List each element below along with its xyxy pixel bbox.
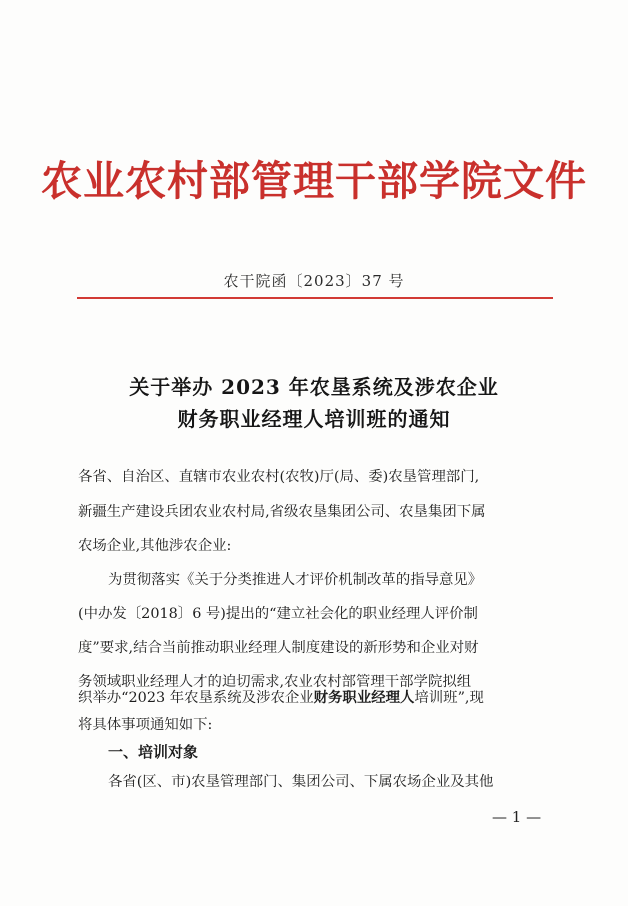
notice-title-line-1: 关于举办 2023 年农垦系统及涉农企业	[129, 375, 499, 399]
paragraph-1-line-5-prefix: 织举办“2023 年农垦系统及涉农企业	[78, 690, 314, 706]
issuing-authority-title: 农业农村部管理干部学院文件	[41, 157, 587, 205]
paragraph-1-bold-term: 财务职业经理人	[313, 689, 415, 706]
paragraph-1-line-5-suffix: 培训班”,现	[414, 690, 484, 706]
addressee-line-1: 各省、自治区、直辖市农业农村(农牧)厅(局、委)农垦管理部门,	[78, 469, 480, 485]
addressee-line-3: 农场企业,其他涉农企业:	[78, 538, 232, 554]
paragraph-1-line-5	[78, 688, 484, 708]
paragraph-1-line-4: 务领域职业经理人才的迫切需求,农业农村部管理干部学院拟组	[78, 674, 472, 690]
red-divider-line	[77, 297, 553, 299]
notice-title-line-2: 财务职业经理人培训班的通知	[177, 407, 451, 431]
section-1-heading: 一、培训对象	[108, 743, 199, 761]
paragraph-1-line-3: 度”要求,结合当前推动职业经理人制度建设的新形势和企业对财	[78, 640, 479, 656]
page-number: — 1 —	[492, 808, 542, 826]
section-1-line-1: 各省(区、市)农垦管理部门、集团公司、下属农场企业及其他	[108, 774, 494, 790]
addressee-line-2: 新疆生产建设兵团农业农村局,省级农垦集团公司、农垦集团下属	[78, 504, 486, 520]
paragraph-1-line-2: (中办发〔2018〕6 号)提出的“建立社会化的职业经理人评价制	[78, 606, 478, 622]
paragraph-1-line-1: 为贯彻落实《关于分类推进人才评价机制改革的指导意见》	[108, 572, 483, 588]
document-number: 农干院函〔2023〕37 号	[223, 272, 405, 290]
paragraph-1-line-6: 将具体事项通知如下:	[78, 717, 213, 733]
